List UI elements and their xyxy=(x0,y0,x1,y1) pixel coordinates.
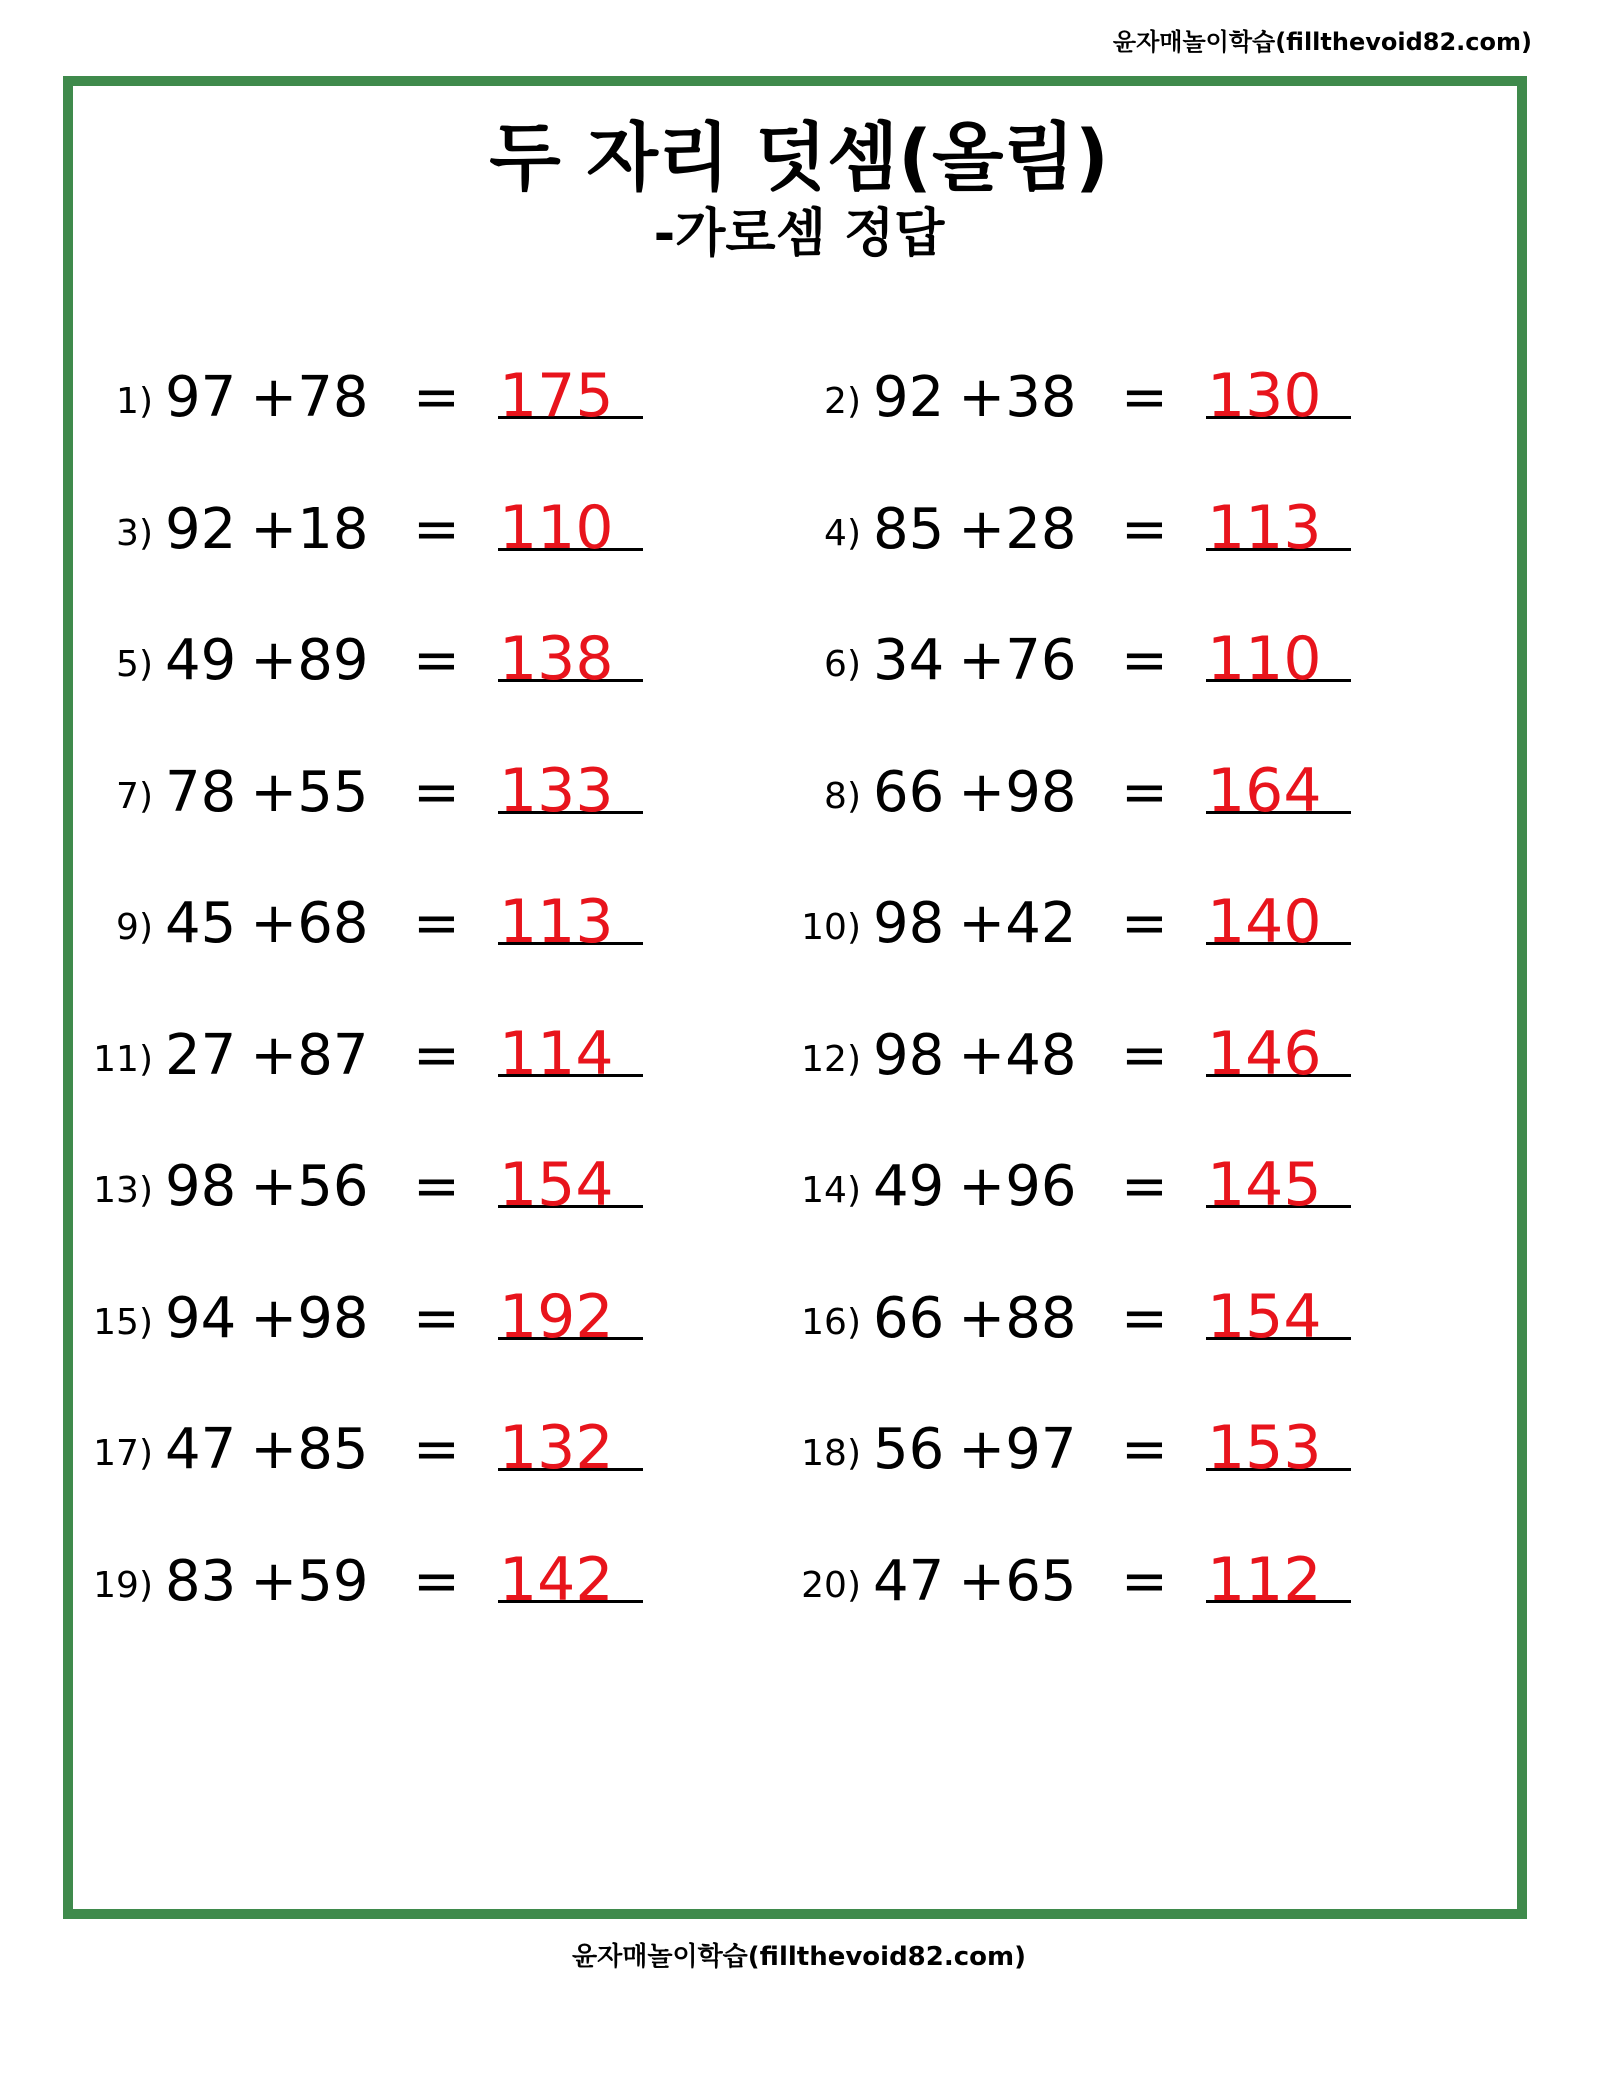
plus-sign: + xyxy=(250,628,298,693)
problem-item xyxy=(639,755,1359,835)
problem-number: 4) xyxy=(824,513,861,554)
problem-item xyxy=(639,1281,1359,1361)
problem-number: 11) xyxy=(93,1039,153,1080)
footer-site-label: 윤자매놀이학습(fillthevoid82.com) xyxy=(571,1942,1026,1972)
equals-sign: = xyxy=(1121,1023,1168,1088)
second-addend: 28 xyxy=(1005,497,1077,562)
problem-expression xyxy=(873,497,1077,562)
problem-number: 3) xyxy=(116,513,153,554)
plus-sign: + xyxy=(958,1286,1006,1351)
plus-sign: + xyxy=(958,1549,1006,1614)
problem-number: 1) xyxy=(116,381,153,422)
plus-sign: + xyxy=(250,497,298,562)
first-addend: 66 xyxy=(873,760,945,825)
second-addend: 78 xyxy=(297,365,369,430)
answer-text: 140 xyxy=(1207,887,1322,957)
header-site-label: 윤자매놀이학습(fillthevoid82.com) xyxy=(1112,28,1532,56)
second-addend: 89 xyxy=(297,628,369,693)
answer-text: 164 xyxy=(1207,756,1322,826)
answer-text: 145 xyxy=(1207,1150,1322,1220)
answer-text: 110 xyxy=(1207,624,1322,694)
problem-expression xyxy=(873,891,1077,956)
plus-sign: + xyxy=(958,1154,1006,1219)
first-addend: 92 xyxy=(165,497,237,562)
problem-item xyxy=(0,1412,651,1492)
problem-expression xyxy=(165,760,369,825)
problem-expression xyxy=(873,1154,1077,1219)
second-addend: 38 xyxy=(1005,365,1077,430)
answer-text: 138 xyxy=(499,624,614,694)
second-addend: 85 xyxy=(297,1417,369,1482)
problem-item xyxy=(639,360,1359,440)
plus-sign: + xyxy=(250,1417,298,1482)
problem-item xyxy=(0,492,651,572)
equals-sign: = xyxy=(413,1154,460,1219)
equals-sign: = xyxy=(1121,1417,1168,1482)
problem-expression xyxy=(873,365,1077,430)
plus-sign: + xyxy=(250,760,298,825)
equals-sign: = xyxy=(413,365,460,430)
plus-sign: + xyxy=(250,1023,298,1088)
first-addend: 47 xyxy=(165,1417,237,1482)
equals-sign: = xyxy=(413,1023,460,1088)
second-addend: 88 xyxy=(1005,1286,1077,1351)
first-addend: 45 xyxy=(165,891,237,956)
answer-text: 142 xyxy=(499,1545,614,1615)
second-addend: 55 xyxy=(297,760,369,825)
second-addend: 48 xyxy=(1005,1023,1077,1088)
problem-number: 5) xyxy=(116,644,153,685)
plus-sign: + xyxy=(958,1023,1006,1088)
second-addend: 76 xyxy=(1005,628,1077,693)
second-addend: 65 xyxy=(1005,1549,1077,1614)
problem-number: 12) xyxy=(801,1039,861,1080)
first-addend: 92 xyxy=(873,365,945,430)
answer-text: 146 xyxy=(1207,1019,1322,1089)
first-addend: 98 xyxy=(873,891,945,956)
second-addend: 98 xyxy=(297,1286,369,1351)
equals-sign: = xyxy=(413,497,460,562)
plus-sign: + xyxy=(958,497,1006,562)
problem-item xyxy=(639,886,1359,966)
equals-sign: = xyxy=(1121,760,1168,825)
second-addend: 97 xyxy=(1005,1417,1077,1482)
problem-number: 8) xyxy=(824,776,861,817)
problem-item xyxy=(0,886,651,966)
equals-sign: = xyxy=(1121,1286,1168,1351)
answer-text: 114 xyxy=(499,1019,614,1089)
second-addend: 68 xyxy=(297,891,369,956)
problem-item xyxy=(0,1281,651,1361)
problem-expression xyxy=(165,1154,369,1219)
worksheet-subtitle: -가로셈 정답 xyxy=(653,204,945,264)
problem-item xyxy=(0,1018,651,1098)
first-addend: 98 xyxy=(873,1023,945,1088)
problem-expression xyxy=(873,1549,1077,1614)
problem-number: 6) xyxy=(824,644,861,685)
equals-sign: = xyxy=(413,891,460,956)
plus-sign: + xyxy=(250,1549,298,1614)
problem-item xyxy=(0,1544,651,1624)
first-addend: 85 xyxy=(873,497,945,562)
first-addend: 94 xyxy=(165,1286,237,1351)
problem-item xyxy=(0,755,651,835)
equals-sign: = xyxy=(1121,1154,1168,1219)
answer-text: 154 xyxy=(1207,1282,1322,1352)
problem-number: 9) xyxy=(116,907,153,948)
answer-text: 113 xyxy=(499,887,614,957)
problem-item xyxy=(639,1018,1359,1098)
problem-expression xyxy=(873,628,1077,693)
answer-text: 133 xyxy=(499,756,614,826)
problem-expression xyxy=(165,1023,369,1088)
problem-item xyxy=(639,1544,1359,1624)
problem-number: 13) xyxy=(93,1170,153,1211)
problem-expression xyxy=(165,628,369,693)
problem-expression xyxy=(873,1286,1077,1351)
problem-number: 18) xyxy=(801,1433,861,1474)
second-addend: 42 xyxy=(1005,891,1077,956)
equals-sign: = xyxy=(1121,628,1168,693)
problem-grid xyxy=(0,360,1598,1680)
problem-number: 2) xyxy=(824,381,861,422)
answer-text: 175 xyxy=(499,361,614,431)
problem-expression xyxy=(873,1417,1077,1482)
problem-expression xyxy=(873,1023,1077,1088)
answer-text: 112 xyxy=(1207,1545,1322,1615)
problem-expression xyxy=(873,760,1077,825)
second-addend: 59 xyxy=(297,1549,369,1614)
plus-sign: + xyxy=(250,891,298,956)
first-addend: 97 xyxy=(165,365,237,430)
answer-text: 110 xyxy=(499,493,614,563)
first-addend: 78 xyxy=(165,760,237,825)
plus-sign: + xyxy=(958,365,1006,430)
equals-sign: = xyxy=(1121,1549,1168,1614)
plus-sign: + xyxy=(250,1154,298,1219)
plus-sign: + xyxy=(958,891,1006,956)
plus-sign: + xyxy=(958,1417,1006,1482)
problem-expression xyxy=(165,497,369,562)
problem-number: 20) xyxy=(801,1565,861,1606)
first-addend: 98 xyxy=(165,1154,237,1219)
equals-sign: = xyxy=(413,1286,460,1351)
plus-sign: + xyxy=(250,1286,298,1351)
first-addend: 49 xyxy=(165,628,237,693)
first-addend: 27 xyxy=(165,1023,237,1088)
answer-text: 153 xyxy=(1207,1413,1322,1483)
equals-sign: = xyxy=(413,1417,460,1482)
first-addend: 49 xyxy=(873,1154,945,1219)
first-addend: 83 xyxy=(165,1549,237,1614)
first-addend: 47 xyxy=(873,1549,945,1614)
answer-text: 192 xyxy=(499,1282,614,1352)
equals-sign: = xyxy=(413,1549,460,1614)
plus-sign: + xyxy=(250,365,298,430)
answer-text: 113 xyxy=(1207,493,1322,563)
answer-text: 130 xyxy=(1207,361,1322,431)
equals-sign: = xyxy=(413,760,460,825)
equals-sign: = xyxy=(1121,497,1168,562)
problem-item xyxy=(639,623,1359,703)
second-addend: 96 xyxy=(1005,1154,1077,1219)
second-addend: 18 xyxy=(297,497,369,562)
equals-sign: = xyxy=(413,628,460,693)
problem-item xyxy=(0,623,651,703)
answer-text: 132 xyxy=(499,1413,614,1483)
problem-expression xyxy=(165,365,369,430)
problem-number: 16) xyxy=(801,1302,861,1343)
problem-number: 14) xyxy=(801,1170,861,1211)
problem-item xyxy=(639,1412,1359,1492)
problem-expression xyxy=(165,1417,369,1482)
answer-text: 154 xyxy=(499,1150,614,1220)
problem-item xyxy=(0,1149,651,1229)
problem-number: 10) xyxy=(801,907,861,948)
first-addend: 34 xyxy=(873,628,945,693)
plus-sign: + xyxy=(958,628,1006,693)
first-addend: 66 xyxy=(873,1286,945,1351)
problem-item xyxy=(639,1149,1359,1229)
second-addend: 98 xyxy=(1005,760,1077,825)
problem-number: 19) xyxy=(93,1565,153,1606)
problem-expression xyxy=(165,891,369,956)
equals-sign: = xyxy=(1121,365,1168,430)
problem-number: 17) xyxy=(93,1433,153,1474)
problem-expression xyxy=(165,1549,369,1614)
problem-item xyxy=(0,360,651,440)
problem-item xyxy=(639,492,1359,572)
equals-sign: = xyxy=(1121,891,1168,956)
second-addend: 56 xyxy=(297,1154,369,1219)
problem-number: 7) xyxy=(116,776,153,817)
first-addend: 56 xyxy=(873,1417,945,1482)
plus-sign: + xyxy=(958,760,1006,825)
worksheet-title: 두 자리 덧셈(올림) xyxy=(489,115,1109,201)
problem-number: 15) xyxy=(93,1302,153,1343)
second-addend: 87 xyxy=(297,1023,369,1088)
problem-expression xyxy=(165,1286,369,1351)
